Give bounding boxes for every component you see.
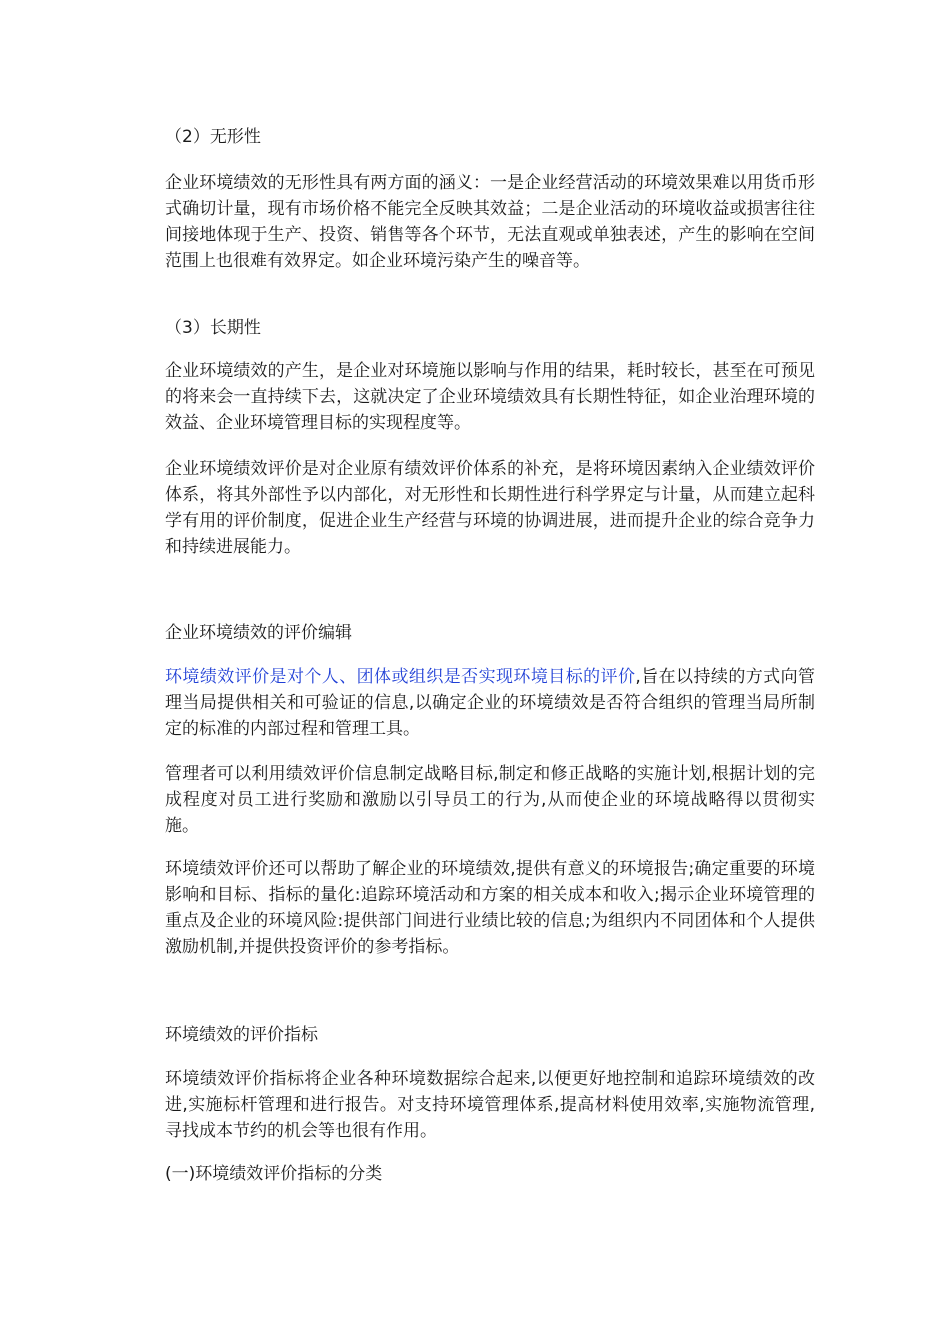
evaluation-definition-link[interactable]: 环境绩效评价是对个人、团体或组织是否实现环境目标的评价 [165,667,636,687]
section-heading-evaluation: 企业环境绩效的评价编辑 [165,623,352,643]
paragraph-evaluation-benefits: 环境绩效评价还可以帮助了解企业的环境绩效,提供有意义的环境报告;确定重要的环境影响和目标、指标的量化:追踪环境活动和方案的相关成本和收入;揭示企业环境管理的重点及企业的环境风险:提供部门间进行业绩比较的信息;为组织内不同团体和个人提供激励机制,并提供投资评价的参考指标。 [165,859,815,957]
section-heading-long-term: （3）长期性 [165,318,261,338]
section-heading-indicators: 环境绩效的评价指标 [165,1025,318,1045]
paragraph-intangibility: 企业环境绩效的无形性具有两方面的涵义：一是企业经营活动的环境效果难以用货币形式确切计量，现有市场价格不能完全反映其效益；二是企业活动的环境收益或损害往往间接地体现于生产、投资、销售等各个环节，无法直观或单独表述，产生的影响在空间范围上也很难有效界定。如企业环境污染产生的噪音等。 [165,173,815,271]
paragraph-evaluation-supplement: 企业环境绩效评价是对企业原有绩效评价体系的补充，是将环境因素纳入企业绩效评价体系，将其外部性予以内部化，对无形性和长期性进行科学界定与计量，从而建立起科学有用的评价制度，促进企业生产经营与环境的协调进展，进而提升企业的综合竞争力和持续进展能力。 [165,459,815,557]
paragraph-manager-usage: 管理者可以利用绩效评价信息制定战略目标,制定和修正战略的实施计划,根据计划的完成程度对员工进行奖励和激励以引导员工的行为,从而使企业的环境战略得以贯彻实施。 [165,764,815,836]
section-heading-intangibility: （2）无形性 [165,127,261,147]
section-heading-indicator-classification: (一)环境绩效评价指标的分类 [165,1164,383,1184]
paragraph-long-term: 企业环境绩效的产生，是企业对环境施以影响与作用的结果，耗时较长，甚至在可预见的将来会一直持续下去，这就决定了企业环境绩效具有长期性特征，如企业治理环境的效益、企业环境管理目标的实现程度等。 [165,361,815,433]
evaluation-definition-rest: ,旨在以持续的方式向管理当局提供相关和可验证的信息,以确定企业的环境绩效是否符合组织的管理当局所制定的标准的内部过程和管理工具。 [165,667,816,739]
paragraph-indicators: 环境绩效评价指标将企业各种环境数据综合起来,以便更好地控制和追踪环境绩效的改进,实施标杆管理和进行报告。对支持环境管理体系,提高材料使用效率,实施物流管理,寻找成本节约的机会等也很有作用。 [165,1069,815,1141]
paragraph-evaluation-definition [165,664,815,742]
